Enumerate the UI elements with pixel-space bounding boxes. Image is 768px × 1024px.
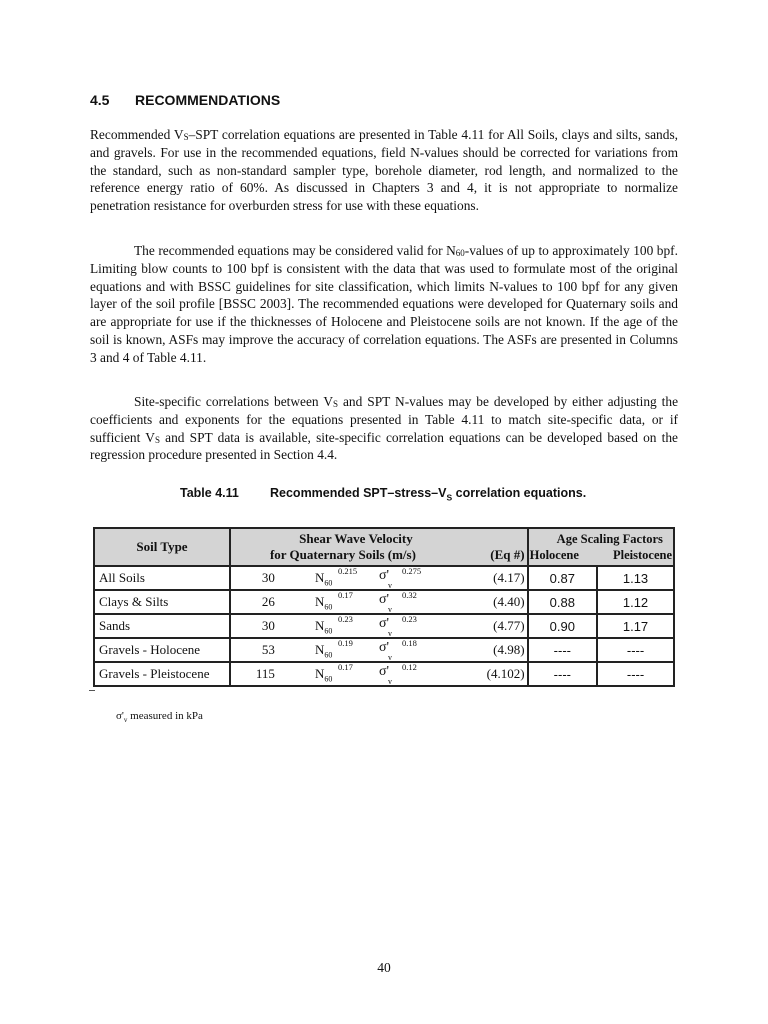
equation-sigma: σ' bbox=[378, 616, 390, 631]
equation-sigma-exponent: 0.18 bbox=[401, 638, 417, 648]
footnote-sub: v bbox=[123, 716, 128, 725]
table-row bbox=[94, 638, 674, 662]
equation-coefficient: 26 bbox=[261, 594, 275, 609]
equation-coefficient: 115 bbox=[255, 666, 275, 681]
cell-pleistocene: 1.12 bbox=[597, 590, 674, 614]
cell-pleistocene: 1.17 bbox=[597, 614, 674, 638]
cell-holocene: ---- bbox=[528, 662, 597, 686]
table-caption-text: Recommended SPT–stress–V bbox=[270, 486, 447, 500]
equation-n-exponent: 0.19 bbox=[337, 638, 353, 648]
cell-holocene: 0.90 bbox=[528, 614, 597, 638]
cell-soil-type: Gravels - Pleistocene bbox=[94, 662, 230, 686]
cell-soil-type: Sands bbox=[94, 614, 230, 638]
equation-n60: $N_{60}$ bbox=[314, 570, 333, 588]
header-age-title: Age Scaling Factors bbox=[556, 532, 663, 546]
section-heading bbox=[90, 92, 280, 108]
correlation-table bbox=[93, 527, 675, 687]
equation-sigma-exponent: 0.275 bbox=[401, 566, 422, 576]
table-caption-sub: S bbox=[446, 492, 453, 503]
equation-sigma-exponent: 0.23 bbox=[401, 614, 417, 624]
cell-equation bbox=[230, 638, 481, 662]
equation-sigma: σ' bbox=[378, 568, 390, 583]
equation-sigma-sub: v bbox=[387, 629, 392, 638]
paragraph-1 bbox=[90, 126, 678, 215]
equation-sigma-sub: v bbox=[387, 677, 392, 686]
cell-eq-number: (4.98) bbox=[481, 638, 528, 662]
paragraph-3 bbox=[90, 393, 678, 464]
equation-n60: $N_{60}$ bbox=[314, 666, 333, 684]
p3-sub-a: S bbox=[333, 399, 339, 409]
cell-eq-number: (4.77) bbox=[481, 614, 528, 638]
p1-text-a: Recommended V bbox=[90, 127, 184, 142]
equation-n60: $N_{60}$ bbox=[314, 618, 333, 636]
header-holocene: Holocene bbox=[529, 548, 579, 562]
equation-n60: $N_{60}$ bbox=[314, 594, 333, 612]
header-age-factors bbox=[528, 528, 674, 566]
paragraph-2 bbox=[90, 242, 678, 367]
table-row bbox=[94, 590, 674, 614]
cell-holocene: ---- bbox=[528, 638, 597, 662]
p1-sub: S bbox=[183, 132, 189, 142]
table-header-row bbox=[94, 528, 674, 566]
cell-soil-type: Gravels - Holocene bbox=[94, 638, 230, 662]
equation-sigma-exponent: 0.32 bbox=[401, 590, 417, 600]
footnote-text: measured in kPa bbox=[127, 710, 203, 722]
header-velocity bbox=[230, 528, 481, 566]
table-row bbox=[94, 566, 674, 590]
cell-pleistocene: ---- bbox=[597, 662, 674, 686]
table-footnote bbox=[116, 710, 203, 724]
equation-sigma-sub: v bbox=[387, 653, 392, 662]
cell-equation bbox=[230, 590, 481, 614]
header-soil-type: Soil Type bbox=[94, 528, 230, 566]
equation-sigma: σ' bbox=[378, 592, 390, 607]
footnote-symbol: σ' bbox=[116, 710, 124, 722]
equation-n-exponent: 0.23 bbox=[337, 614, 353, 624]
p2-sub: 60 bbox=[455, 248, 465, 258]
table-row bbox=[94, 662, 674, 686]
p1-text-b: –SPT correlation equations are presented in Table 4.11 for All Soils, clays and silts, sands, and gravels. For use in the recommended equations, field N-values should be corrected for variations from the standard, such as non-standard sampler type, borehole diameter, rod length, and normalized to the reference energy ratio of 60%. As discussed in Chapters 3 and 4, it is not appropriate to normalize penetration resistance for overburden stress for use with these equations. bbox=[90, 127, 679, 214]
equation-coefficient: 30 bbox=[261, 570, 275, 585]
table-caption-end: correlation equations. bbox=[452, 486, 587, 500]
equation-n-exponent: 0.17 bbox=[337, 590, 353, 600]
cell-holocene: 0.88 bbox=[528, 590, 597, 614]
equation-n-exponent: 0.17 bbox=[337, 662, 353, 672]
cell-holocene: 0.87 bbox=[528, 566, 597, 590]
equation-sigma-exponent: 0.12 bbox=[401, 662, 417, 672]
cell-eq-number: (4.102) bbox=[481, 662, 528, 686]
table-caption bbox=[180, 486, 587, 503]
p3-text-c: and SPT data is available, site-specific correlation equations can be developed based on the regression procedure presented in Section 4.4. bbox=[90, 429, 678, 463]
equation-n-exponent: 0.215 bbox=[337, 566, 358, 576]
section-number: 4.5 bbox=[90, 92, 110, 108]
cell-pleistocene: ---- bbox=[597, 638, 674, 662]
cell-equation bbox=[230, 566, 481, 590]
table-footer-mark bbox=[89, 690, 95, 691]
equation-coefficient: 30 bbox=[261, 618, 275, 633]
header-velocity-line1: Shear Wave Velocity bbox=[299, 531, 413, 546]
p3-sub-b: S bbox=[154, 434, 160, 445]
header-velocity-line2: for Quaternary Soils (m/s) bbox=[269, 547, 416, 562]
p2-text-b: -values of up to approximately 100 bpf. Limiting blow counts to 100 bpf is consistent with the data that was used to formulate most of the original equations and with BSSC guidelines for site classification, which limits N-values to 100 bpf for any given layer of the soil profile [BSSC 2003]. The recommended equations were developed for Quaternary soils and are appropriate for use if the thicknesses of Holocene and Pleistocene soils are not known. If the age of the soil is known, ASFs may improve the accuracy of correlation equations. The ASFs are presented in Columns 3 and 4 of Table 4.11. bbox=[90, 243, 678, 365]
table-row bbox=[94, 614, 674, 638]
p3-text-a: Site-specific correlations between V bbox=[134, 394, 334, 409]
equation-sigma-sub: v bbox=[387, 605, 392, 614]
cell-soil-type: All Soils bbox=[94, 566, 230, 590]
cell-pleistocene: 1.13 bbox=[597, 566, 674, 590]
cell-eq-number: (4.40) bbox=[481, 590, 528, 614]
equation-sigma-sub: v bbox=[387, 581, 392, 590]
header-pleistocene: Pleistocene bbox=[612, 548, 672, 562]
table-caption-number: Table 4.11 bbox=[180, 486, 239, 500]
section-title: RECOMMENDATIONS bbox=[135, 92, 281, 108]
cell-soil-type: Clays & Silts bbox=[94, 590, 230, 614]
equation-sigma: σ' bbox=[378, 664, 390, 679]
equation-n60: $N_{60}$ bbox=[314, 642, 333, 660]
header-eq-number: (Eq #) bbox=[481, 528, 528, 566]
page-number: 40 bbox=[377, 960, 391, 975]
cell-eq-number: (4.17) bbox=[481, 566, 528, 590]
cell-equation bbox=[230, 662, 481, 686]
p2-text-a: The recommended equations may be considered valid for N bbox=[134, 243, 456, 258]
equation-coefficient: 53 bbox=[261, 642, 275, 657]
equation-sigma: σ' bbox=[378, 640, 390, 655]
p3-text-b: and SPT N-values may be developed by either adjusting the coefficients and exponents for the equations presented in Table 4.11 to match site-specific data, or if sufficient V bbox=[90, 394, 679, 445]
cell-equation bbox=[230, 614, 481, 638]
